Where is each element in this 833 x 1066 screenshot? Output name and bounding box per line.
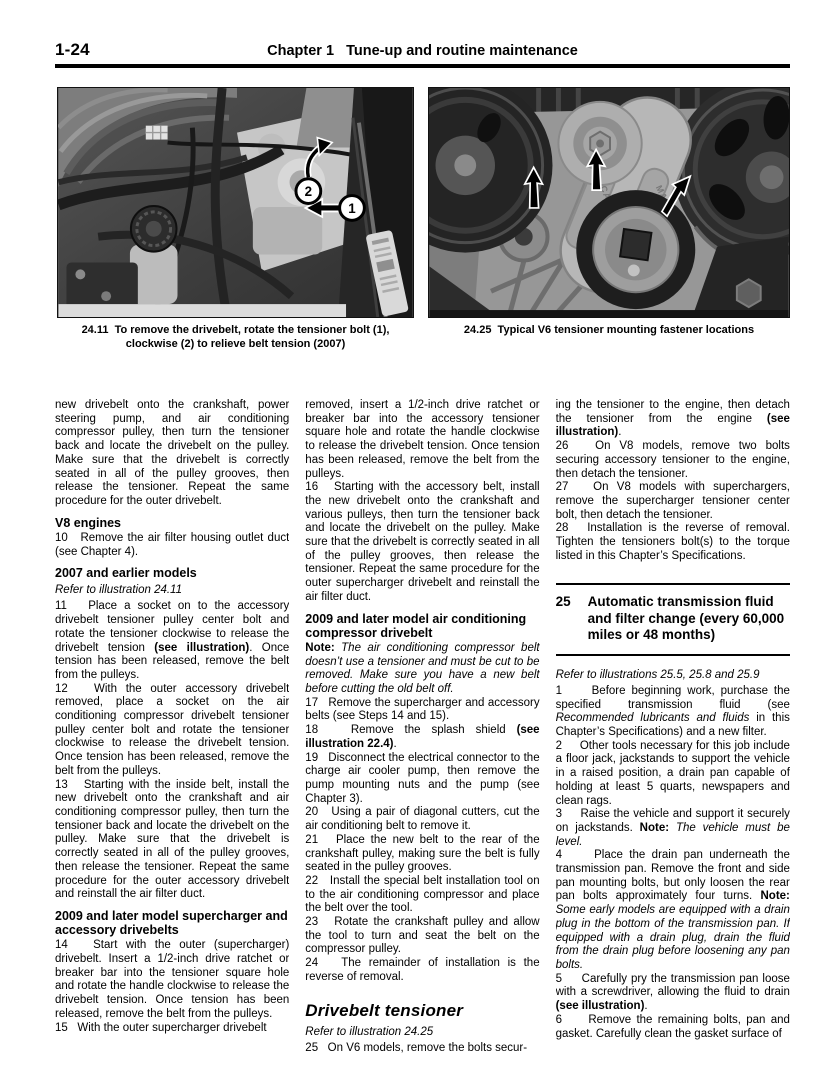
section-title: Automatic transmission fluid and filter change (every 60,000 miles or 48 months) xyxy=(587,594,785,643)
illustration-reference: Refer to illustration 24.25 xyxy=(305,1025,434,1038)
page-number: 1-24 xyxy=(55,40,90,59)
paragraph: 10 Remove the air filter housing outlet duct (see Chapter 4). xyxy=(55,531,290,558)
callout-1 xyxy=(340,196,365,221)
section-subtitle: Drivebelt tensioner xyxy=(305,1000,464,1020)
paragraph: 6 Remove the remaining bolts, pan and gasket. Carefully clean the gasket surface of xyxy=(555,1013,790,1040)
paragraph: 27 On V8 models with superchargers, remove the supercharger tensioner center bolt, then detach the tensioner. xyxy=(555,481,790,521)
paragraph: 22 Install the special belt installation tool on to the air conditioning compressor and place the belt over the tool. xyxy=(305,874,540,915)
paragraph: 4 Place the drain pan underneath the transmission pan. Remove the front and side pan mounting bolts, but only loosen the rear pan bolts approximately four turns. Note: Some early models are equipped with a drain plug in the bottom of the transmission pan. If equipped with a drain plug, drain the fluid from the drain plug before loosening any pan bolts. xyxy=(555,849,790,971)
text-column-3 xyxy=(556,399,790,1059)
section-number: 25 xyxy=(555,594,571,610)
paragraph: 24 The remainder of installation is the reverse of removal. xyxy=(305,957,540,983)
paragraph: removed, insert a 1/2-inch drive ratchet or breaker bar into the accessory tensioner square hole and rotate the handle clockwise to release the drivebelt tension. Once tension has been released, remove the belt from the pulleys. xyxy=(305,399,540,480)
callout-1-label: 1 xyxy=(348,200,356,216)
figure-24-11-photo xyxy=(57,87,414,318)
engine-bay-photo xyxy=(58,88,413,317)
tensioner-photo xyxy=(429,88,789,317)
subheading: V8 engines xyxy=(55,515,121,530)
paragraph: 1 Before beginning work, purchase the specified transmission fluid (see Recommended lubricants and fluids in this Chapter’s Specifications) and a new filter. xyxy=(555,684,790,739)
paragraph: 14 Start with the outer (supercharger) drivebelt. Insert a 1/2-inch drive ratchet or breaker bar into the tensioner square hole and rotate the handle clockwise to release the drivebelt tension. Once tension has been released, remove the belt from the pulleys. xyxy=(55,939,290,1020)
square-drive-hole xyxy=(620,229,651,260)
figure-24-25-photo xyxy=(428,87,790,318)
figure-24-11-caption: 24.11 To remove the drivebelt, rotate the tensioner bolt (1), clockwise (2) to relieve belt tension (2007) xyxy=(81,324,390,350)
chapter-title: Chapter 1 Tune-up and routine maintenance xyxy=(267,43,578,59)
paragraph: 17 Remove the supercharger and accessory belts (see Steps 14 and 15). xyxy=(305,696,540,723)
paragraph: 21 Place the new belt to the rear of the crankshaft pulley, making sure the belt is fully seated in the pulley grooves. xyxy=(305,833,540,874)
subheading: 2007 and earlier models xyxy=(55,566,197,581)
ignition-coil xyxy=(66,262,137,310)
paragraph: 3 Raise the vehicle and support it securely on jackstands. Note: The vehicle must be level. xyxy=(555,808,790,848)
paragraph: 19 Disconnect the electrical connector to the charge air cooler pump, then remove the pump mounting nuts and the pump (see Chapter 3). xyxy=(305,751,540,805)
figure-24-25-caption: 24.25 Typical V6 tensioner mounting fastener locations xyxy=(463,324,755,336)
paragraph: 16 Starting with the accessory belt, install the new drivebelt onto the crankshaft and various pulleys, then turn the tensioner back and locate the drivebelt on the pulley. Make sure that the drivebelt is correctly seated in all of the pulley grooves, then release the tensioner. Repeat the same procedure for the outer supercharger drivebelt and reinstall the air filter duct. xyxy=(305,481,540,603)
subheading: 2009 and later model air conditioning compressor drivebelt xyxy=(305,611,527,640)
paragraph: 26 On V8 models, remove two bolts securing accessory tensioner to the engine, then detach the tensioner. xyxy=(555,440,790,480)
subheading: 2009 and later model supercharger and accessory drivebelts xyxy=(55,908,288,938)
paragraph: 23 Rotate the crankshaft pulley and allow the tool to turn and seat the belt on the compressor pulley. xyxy=(305,916,540,956)
illustration-reference: Refer to illustration 24.11 xyxy=(55,584,182,597)
paragraph: new drivebelt onto the crankshaft, power steering pump, and air conditioning compressor pulley, then turn the tensioner back and locate the drivebelt on the pulley. Make sure that the drivebelt is correctly seated in all of the pulley grooves, then release the tensioner. Repeat the same procedure for the outer drivebelt. xyxy=(55,399,290,507)
header-rule xyxy=(55,64,790,68)
paragraph: 13 Starting with the inside belt, install the new drivebelt onto the crankshaft and air conditioning compressor pulley, then turn the tensioner back and locate the drivebelt on the pulley. Make sure that the drivebelt is correctly seated in all of the pulley grooves, then release the tensioner. Repeat the same procedure for the outer accessory drivebelt and reinstall the air filter duct. xyxy=(55,778,290,901)
paragraph: 15 With the outer supercharger drivebelt xyxy=(55,1021,267,1034)
paragraph: ing the tensioner to the engine, then detach the tensioner from the engine (see illustration). xyxy=(555,399,790,439)
paragraph: 20 Using a pair of diagonal cutters, cut the air conditioning belt to remove it. xyxy=(305,806,540,833)
paragraph: 5 Carefully pry the transmission pan loose with a screwdriver, allowing the fluid to drain (see illustration). xyxy=(555,972,790,1013)
paragraph: 2 Other tools necessary for this job include a floor jack, jackstands to support the vehicle in a raised position, a drain pan capable of holding at least 5 quarts, newspapers and clean rags. xyxy=(555,739,790,807)
paragraph: 11 Place a socket on to the accessory drivebelt tensioner pulley center bolt and rotate the tensioner clockwise to release the drivebelt tension (see illustration). Once tension has been released, remove the belt from the pulleys. xyxy=(55,600,290,681)
numbered-section-heading xyxy=(556,583,790,656)
paragraph: 18 Remove the splash shield (see illustration 22.4). xyxy=(305,724,540,750)
illustration-reference: Refer to illustrations 25.5, 25.8 and 25.9 xyxy=(555,668,760,681)
paragraph: 12 With the outer accessory drivebelt removed, place a socket on the air conditioning compressor drivebelt tensioner pulley center bolt and rotate the tensioner clockwise to release the drivebelt tension. Once tension has been released, remove the belt from the pulleys. xyxy=(55,682,290,777)
paragraph: 25 On V6 models, remove the bolts secur- xyxy=(305,1041,528,1054)
callout-2-label: 2 xyxy=(304,184,313,200)
text-column-2 xyxy=(305,399,539,1059)
paragraph: Note: The air conditioning compressor belt doesn’t use a tensioner and must be cut to be removed. Make sure you have a new belt before cutting the old belt off. xyxy=(305,641,540,696)
text-column-1 xyxy=(55,399,289,1059)
text-columns xyxy=(55,399,790,1059)
callout-2 xyxy=(296,179,321,204)
paragraph: 28 Installation is the reverse of removal. Tighten the tensioners bolt(s) to the torque listed in this Chapter’s Specifications. xyxy=(555,522,790,562)
